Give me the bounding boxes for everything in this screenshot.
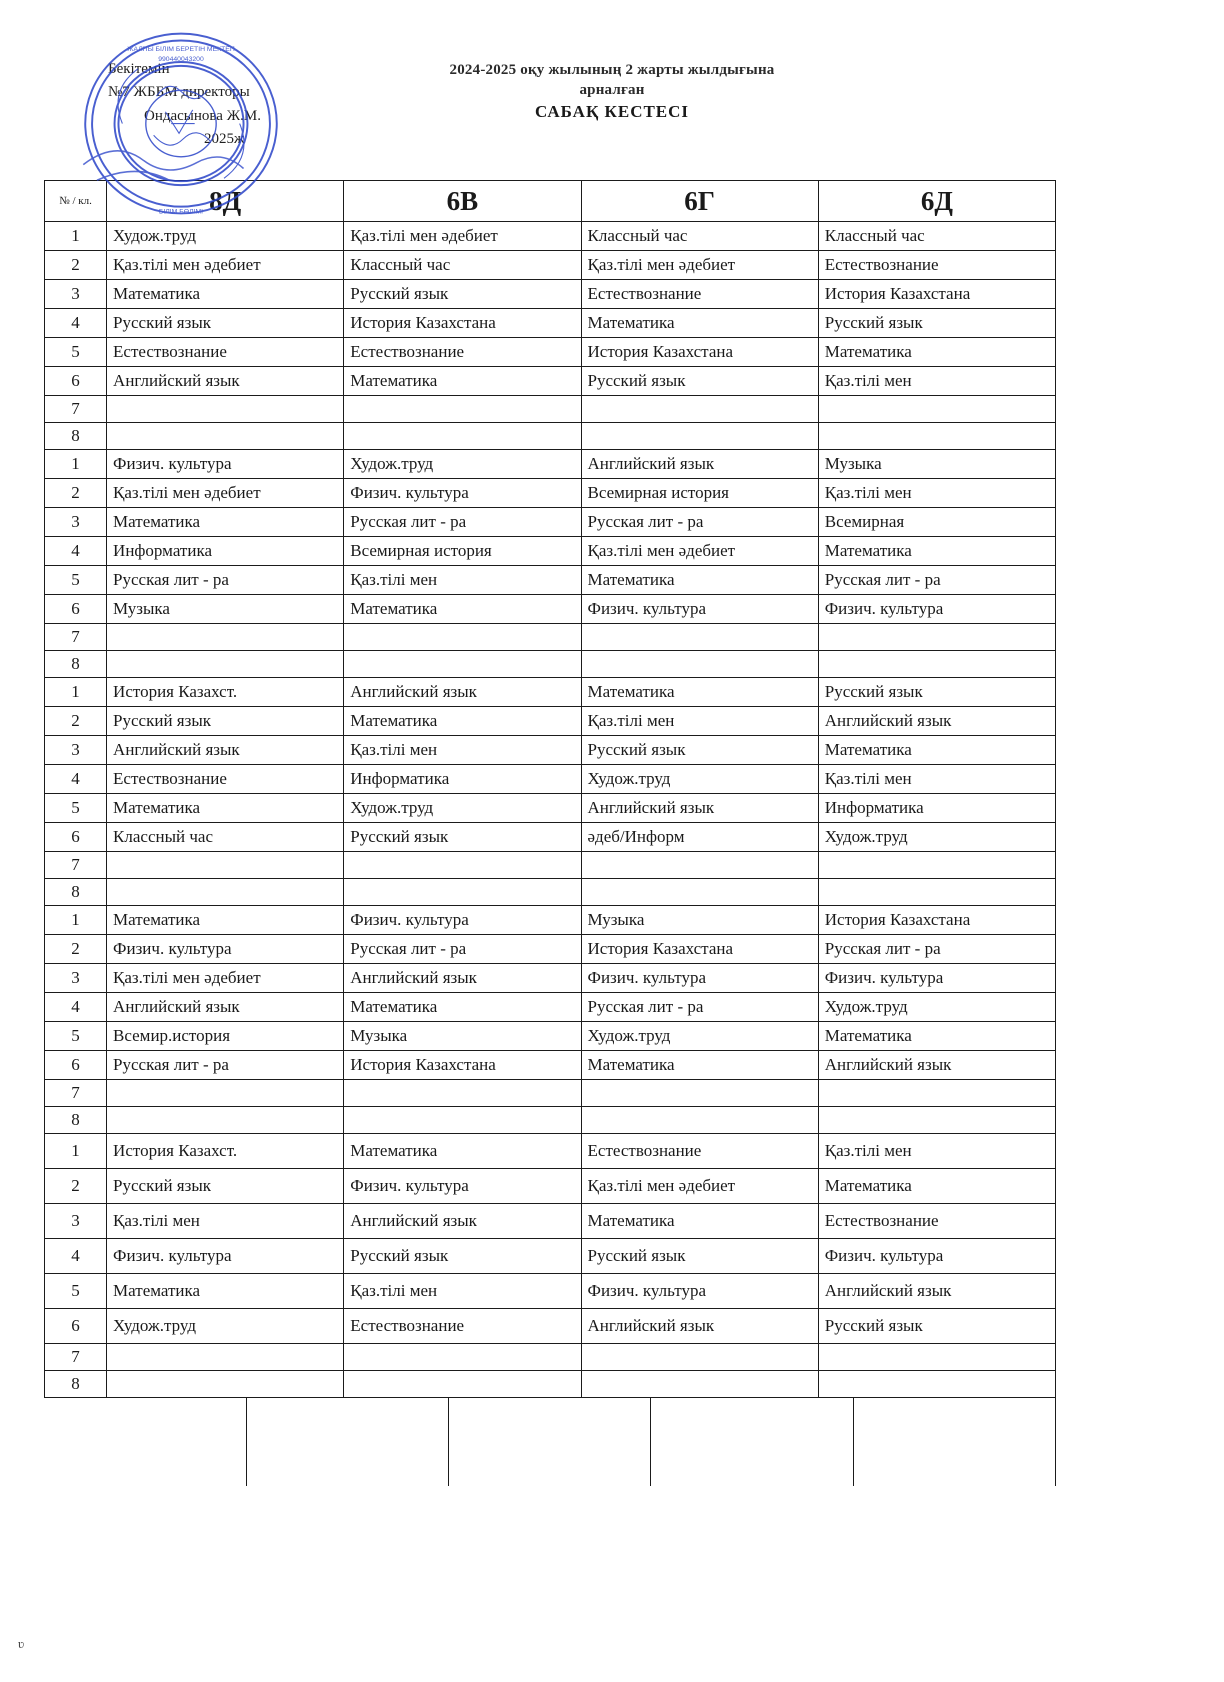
lesson-cell: Естествознание [818,1204,1055,1239]
lesson-cell [344,879,581,906]
lesson-cell: Естествознание [107,338,344,367]
empty-tail-grid [44,1398,1056,1486]
table-row [45,736,1056,765]
lesson-cell: Русский язык [818,309,1055,338]
lesson-cell: Информатика [107,537,344,566]
lesson-cell: Қаз.тілі мен [344,736,581,765]
lesson-cell: Қаз.тілі мен [581,707,818,736]
lesson-cell: Естествознание [818,251,1055,280]
lesson-cell: Классный час [818,222,1055,251]
table-row [45,280,1056,309]
lesson-cell: Математика [344,595,581,624]
lesson-cell: Математика [818,338,1055,367]
lesson-cell: Русская лит - ра [107,566,344,595]
table-row [45,651,1056,678]
lesson-number: 6 [45,595,107,624]
table-row [45,879,1056,906]
lesson-cell: Физич. культура [818,595,1055,624]
lesson-cell: Физич. культура [818,1239,1055,1274]
lesson-number: 5 [45,1022,107,1051]
lesson-cell [581,1080,818,1107]
column-header-class-4: 6Д [818,181,1055,222]
lesson-cell: Қаз.тілі мен [818,367,1055,396]
lesson-cell: Физич. культура [581,595,818,624]
lesson-cell: Английский язык [818,1051,1055,1080]
approval-label: Бекітемін [108,61,170,77]
lesson-cell: Английский язык [581,1309,818,1344]
lesson-cell [581,1107,818,1134]
lesson-number: 1 [45,906,107,935]
lesson-cell: Музыка [344,1022,581,1051]
svg-text:БІЛІМ БӨЛІМІ: БІЛІМ БӨЛІМІ [158,208,204,216]
lesson-cell: Физич. культура [344,479,581,508]
lesson-number: 3 [45,964,107,993]
lesson-cell: Русская лит - ра [344,935,581,964]
lesson-cell: Естествознание [581,280,818,309]
table-header-row [45,181,1056,222]
table-row [45,566,1056,595]
lesson-cell: Всемирная история [581,479,818,508]
lesson-cell [581,1371,818,1398]
table-row [45,1080,1056,1107]
lesson-cell [344,423,581,450]
lesson-cell: Физич. культура [107,450,344,479]
lesson-number: 5 [45,794,107,823]
table-row [45,1274,1056,1309]
lesson-cell: Қаз.тілі мен әдебиет [581,537,818,566]
lesson-number: 7 [45,852,107,879]
lesson-number: 2 [45,707,107,736]
lesson-cell: Математика [107,794,344,823]
schedule-table [44,180,1056,1398]
lesson-number: 8 [45,1107,107,1134]
lesson-number: 5 [45,1274,107,1309]
lesson-cell [107,1080,344,1107]
lesson-cell [344,651,581,678]
lesson-cell [107,624,344,651]
lesson-cell: Музыка [107,595,344,624]
table-row [45,1107,1056,1134]
table-row [45,423,1056,450]
lesson-cell: Худож.труд [107,1309,344,1344]
lesson-cell: Қаз.тілі мен [818,1134,1055,1169]
empty-cell [651,1398,853,1442]
lesson-number: 7 [45,396,107,423]
lesson-cell: Английский язык [107,736,344,765]
table-row [45,537,1056,566]
empty-grid-row [44,1398,1056,1442]
svg-text:ЖАЛПЫ БІЛІМ БЕРЕТІН МЕКТЕП: ЖАЛПЫ БІЛІМ БЕРЕТІН МЕКТЕП [127,46,235,54]
lesson-cell: Естествознание [344,338,581,367]
svg-text:990440043200: 990440043200 [158,56,204,63]
lesson-cell: История Казахстана [818,280,1055,309]
table-row [45,1371,1056,1398]
lesson-cell: Худож.труд [581,765,818,794]
lesson-number: 6 [45,823,107,852]
lesson-cell [581,396,818,423]
empty-cell [44,1398,246,1442]
lesson-cell [344,1107,581,1134]
lesson-cell [818,1080,1055,1107]
lesson-number: 3 [45,736,107,765]
lesson-cell: Физич. культура [107,935,344,964]
table-row [45,852,1056,879]
lesson-cell: Естествознание [581,1134,818,1169]
lesson-cell: Русский язык [818,678,1055,707]
column-header-class-1: 8Д [107,181,344,222]
lesson-cell [107,879,344,906]
lesson-number: 3 [45,508,107,537]
table-row [45,222,1056,251]
lesson-number: 3 [45,1204,107,1239]
lesson-cell [818,651,1055,678]
empty-cell [246,1398,448,1442]
lesson-cell [818,852,1055,879]
table-row [45,765,1056,794]
table-row [45,906,1056,935]
lesson-number: 4 [45,993,107,1022]
lesson-cell: Английский язык [581,794,818,823]
lesson-cell: Информатика [818,794,1055,823]
lesson-cell: Английский язык [344,678,581,707]
column-header-class-3: 6Г [581,181,818,222]
lesson-cell: Английский язык [107,367,344,396]
table-row [45,1051,1056,1080]
lesson-cell: Русская лит - ра [107,1051,344,1080]
lesson-cell: Русский язык [581,736,818,765]
lesson-cell [107,1107,344,1134]
table-row [45,1344,1056,1371]
lesson-cell: Русский язык [581,1239,818,1274]
approval-position: №7 ЖББМ директоры [108,84,250,101]
schedule-body [45,222,1056,1398]
lesson-cell: Математика [344,1134,581,1169]
lesson-cell: Всемир.история [107,1022,344,1051]
table-row [45,479,1056,508]
lesson-cell: Русская лит - ра [818,566,1055,595]
lesson-cell: Қаз.тілі мен [344,566,581,595]
lesson-number: 7 [45,1080,107,1107]
lesson-cell: Худож.труд [581,1022,818,1051]
lesson-number: 3 [45,280,107,309]
corner-label: № / кл. [45,181,107,222]
lesson-cell [107,852,344,879]
lesson-cell: История Казахстана [344,1051,581,1080]
lesson-number: 4 [45,1239,107,1274]
lesson-cell [581,879,818,906]
lesson-cell: Русский язык [344,280,581,309]
lesson-number: 1 [45,450,107,479]
lesson-cell: Математика [581,678,818,707]
table-row [45,251,1056,280]
empty-cell [246,1442,448,1486]
lesson-cell [344,396,581,423]
lesson-cell [344,852,581,879]
table-row [45,964,1056,993]
lesson-cell: Русский язык [107,1169,344,1204]
lesson-number: 2 [45,1169,107,1204]
lesson-cell [818,1107,1055,1134]
table-row [45,823,1056,852]
lesson-cell: Қаз.тілі мен [344,1274,581,1309]
lesson-cell: История Казахст. [107,1134,344,1169]
lesson-number: 5 [45,566,107,595]
lesson-cell: Математика [344,993,581,1022]
lesson-cell: Математика [581,1204,818,1239]
column-header-class-2: 6В [344,181,581,222]
lesson-cell: Классный час [344,251,581,280]
table-row [45,794,1056,823]
lesson-cell: Худож.труд [818,823,1055,852]
lesson-cell [581,423,818,450]
table-row [45,1204,1056,1239]
lesson-cell [818,1344,1055,1371]
lesson-cell: История Казахстана [581,338,818,367]
lesson-cell: Всемирная [818,508,1055,537]
lesson-number: 4 [45,537,107,566]
lesson-cell [344,1080,581,1107]
table-row [45,338,1056,367]
table-row [45,1022,1056,1051]
lesson-cell [107,396,344,423]
empty-grid-row [44,1442,1056,1486]
table-row [45,367,1056,396]
lesson-cell: Математика [107,906,344,935]
lesson-cell [107,423,344,450]
table-row [45,1309,1056,1344]
lesson-cell [818,423,1055,450]
lesson-cell: Қаз.тілі мен [107,1204,344,1239]
lesson-cell: Русский язык [107,707,344,736]
lesson-cell [107,651,344,678]
lesson-cell [818,396,1055,423]
lesson-number: 8 [45,879,107,906]
lesson-number: 2 [45,935,107,964]
lesson-cell [344,1344,581,1371]
table-row [45,309,1056,338]
lesson-cell: Математика [344,707,581,736]
lesson-cell: История Казахст. [107,678,344,707]
lesson-cell: Қаз.тілі мен [818,479,1055,508]
empty-cell [651,1442,853,1486]
lesson-cell: Қаз.тілі мен әдебиет [107,251,344,280]
lesson-number: 8 [45,1371,107,1398]
lesson-cell [581,852,818,879]
lesson-cell: Русский язык [581,367,818,396]
lesson-cell: Классный час [581,222,818,251]
lesson-cell: Музыка [581,906,818,935]
lesson-cell [344,624,581,651]
page-title: САБАҚ КЕСТЕСІ [534,101,690,121]
lesson-cell: Русский язык [107,309,344,338]
empty-cell [853,1442,1055,1486]
table-row [45,993,1056,1022]
lesson-cell: әдеб/Информ [581,823,818,852]
lesson-cell [107,1344,344,1371]
lesson-cell: История Казахстана [581,935,818,964]
lesson-cell: Английский язык [107,993,344,1022]
lesson-number: 6 [45,1051,107,1080]
lesson-cell: Математика [344,367,581,396]
lesson-cell: Қаз.тілі мен әдебиет [581,1169,818,1204]
lesson-cell: Физич. культура [344,906,581,935]
lesson-cell: Русская лит - ра [818,935,1055,964]
lesson-cell: Математика [581,309,818,338]
page-mark: ʋ [18,1636,25,1651]
lesson-cell: Русская лит - ра [581,508,818,537]
lesson-number: 5 [45,338,107,367]
lesson-cell: Математика [107,1274,344,1309]
lesson-cell: Қаз.тілі мен әдебиет [581,251,818,280]
lesson-cell: Физич. культура [581,1274,818,1309]
lesson-cell: Английский язык [818,1274,1055,1309]
lesson-cell: Математика [107,280,344,309]
lesson-cell: Қаз.тілі мен әдебиет [344,222,581,251]
empty-cell [449,1442,651,1486]
lesson-cell: Худож.труд [107,222,344,251]
lesson-number: 1 [45,222,107,251]
lesson-cell: Английский язык [581,450,818,479]
lesson-cell [581,651,818,678]
lesson-cell: Физич. культура [107,1239,344,1274]
lesson-cell: Қаз.тілі мен әдебиет [107,479,344,508]
lesson-cell: Физич. культура [344,1169,581,1204]
lesson-cell: Английский язык [818,707,1055,736]
lesson-cell: Математика [581,1051,818,1080]
table-row [45,1239,1056,1274]
lesson-cell [344,1371,581,1398]
lesson-cell: Английский язык [344,1204,581,1239]
lesson-cell: Физич. культура [581,964,818,993]
lesson-cell: Английский язык [344,964,581,993]
lesson-cell: Математика [818,537,1055,566]
lesson-number: 4 [45,765,107,794]
lesson-cell: Математика [581,566,818,595]
empty-cell [853,1398,1055,1442]
lesson-cell [107,1371,344,1398]
lesson-cell: Всемирная история [344,537,581,566]
lesson-cell: Естествознание [107,765,344,794]
table-row [45,508,1056,537]
lesson-number: 7 [45,624,107,651]
header-line-2: арналған [579,82,645,99]
lesson-cell: Естествознание [344,1309,581,1344]
lesson-cell: Худож.труд [344,794,581,823]
lesson-cell [818,624,1055,651]
table-row [45,624,1056,651]
lesson-number: 8 [45,651,107,678]
lesson-cell: Математика [818,1169,1055,1204]
lesson-cell [818,879,1055,906]
lesson-cell: История Казахстана [344,309,581,338]
lesson-cell: Худож.труд [344,450,581,479]
lesson-cell [818,1371,1055,1398]
lesson-number: 4 [45,309,107,338]
table-row [45,1134,1056,1169]
lesson-cell: Русский язык [344,1239,581,1274]
lesson-number: 7 [45,1344,107,1371]
lesson-cell: Русская лит - ра [581,993,818,1022]
approval-signer: Ондасынова Ж.М. [144,107,261,124]
lesson-cell: Математика [818,1022,1055,1051]
lesson-cell: Информатика [344,765,581,794]
lesson-cell: Математика [107,508,344,537]
table-row [45,935,1056,964]
lesson-number: 2 [45,251,107,280]
lesson-cell [581,624,818,651]
table-row [45,396,1056,423]
empty-cell [449,1398,651,1442]
lesson-cell: Физич. культура [818,964,1055,993]
lesson-cell: Классный час [107,823,344,852]
lesson-cell: Русский язык [344,823,581,852]
table-row [45,450,1056,479]
lesson-number: 1 [45,678,107,707]
lesson-number: 8 [45,423,107,450]
lesson-number: 1 [45,1134,107,1169]
approval-block [108,58,388,151]
table-row [45,707,1056,736]
lesson-cell: Худож.труд [818,993,1055,1022]
lesson-number: 2 [45,479,107,508]
lesson-cell: История Казахстана [818,906,1055,935]
approval-date: 2025ж [204,130,245,147]
table-row [45,595,1056,624]
lesson-cell: Қаз.тілі мен әдебиет [107,964,344,993]
lesson-cell: Русская лит - ра [344,508,581,537]
lesson-cell: Русский язык [818,1309,1055,1344]
lesson-cell: Қаз.тілі мен [818,765,1055,794]
empty-cell [44,1442,246,1486]
header-line-1: 2024-2025 оқу жылының 2 жарты жылдығына [449,62,775,78]
lesson-cell [581,1344,818,1371]
lesson-number: 6 [45,1309,107,1344]
lesson-cell: Математика [818,736,1055,765]
table-row [45,678,1056,707]
lesson-cell: Музыка [818,450,1055,479]
table-row [45,1169,1056,1204]
lesson-number: 6 [45,367,107,396]
